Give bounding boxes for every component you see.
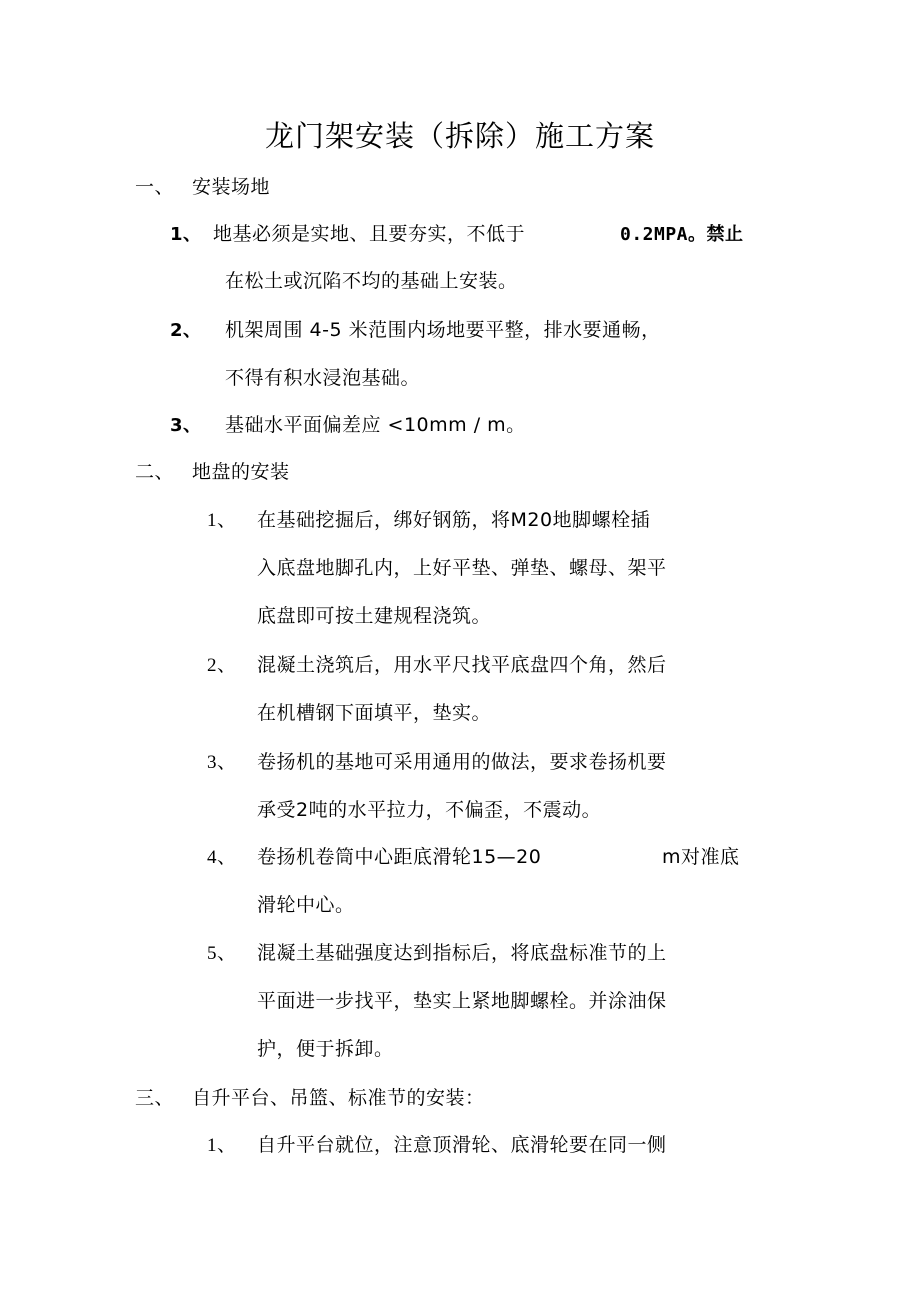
- item-1-2-text: 机架周围 4-5 米范围内场地要平整，排水要通畅，: [225, 319, 661, 341]
- item-2-1-marker: 1、: [207, 510, 237, 531]
- item-2-5-marker: 5、: [207, 943, 237, 964]
- item-1-3-text: 基础水平面偏差应 <10mm / m。: [225, 414, 526, 436]
- item-2-4-text-cont: 滑轮中心。: [257, 894, 355, 916]
- item-1-3-marker: 3、: [170, 415, 202, 436]
- item-2-3-text-cont: 承受2吨的水平拉力，不偏歪，不震动。: [257, 799, 602, 821]
- item-1-1-text-a: 地基必须是实地、且要夯实，不低于: [213, 223, 526, 245]
- section-1-marker: 一、: [135, 176, 175, 198]
- item-2-4-text-b: m对准底: [662, 846, 740, 868]
- item-2-5-text: 混凝土基础强度达到指标后，将底盘标准节的上: [257, 942, 667, 964]
- item-2-5-text-cont-1: 平面进一步找平，垫实上紧地脚螺栓。并涂油保: [257, 990, 667, 1012]
- item-1-2-marker: 2、: [170, 320, 202, 341]
- section-2-marker: 二、: [135, 461, 175, 483]
- item-2-2-text: 混凝土浇筑后，用水平尺找平底盘四个角，然后: [257, 654, 667, 676]
- item-2-3-marker: 3、: [207, 752, 237, 773]
- section-1-heading: 安装场地: [192, 176, 271, 198]
- item-2-2-marker: 2、: [207, 655, 237, 676]
- item-2-1-text-cont-1: 入底盘地脚孔内，上好平垫、弹垫、螺母、架平: [257, 557, 667, 579]
- item-2-4-marker: 4、: [207, 847, 237, 868]
- section-3-heading: 自升平台、吊篮、标准节的安装：: [192, 1087, 485, 1109]
- section-2-heading: 地盘的安装: [192, 461, 290, 483]
- item-3-1-text: 自升平台就位，注意顶滑轮、底滑轮要在同一侧: [257, 1134, 667, 1156]
- item-1-2-text-cont: 不得有积水浸泡基础。: [225, 367, 421, 389]
- item-2-1-text: 在基础挖掘后，绑好钢筋，将M20地脚螺栓插: [257, 509, 651, 531]
- item-2-3-text: 卷扬机的基地可采用通用的做法，要求卷扬机要: [257, 751, 667, 773]
- item-2-4-text-a: 卷扬机卷筒中心距底滑轮15—20: [257, 846, 542, 868]
- item-1-1-text-cont: 在松土或沉陷不均的基础上安装。: [225, 270, 518, 292]
- item-2-5-text-cont-2: 护，便于拆卸。: [257, 1038, 394, 1060]
- item-2-2-text-cont: 在机槽钢下面填平，垫实。: [257, 702, 492, 724]
- item-3-1-marker: 1、: [207, 1135, 237, 1156]
- item-2-1-text-cont-2: 底盘即可按土建规程浇筑。: [257, 605, 492, 627]
- section-3-marker: 三、: [135, 1087, 175, 1109]
- item-1-1-text-b: 0.2MPA。禁止: [620, 224, 744, 245]
- item-1-1-marker: 1、: [170, 224, 202, 245]
- document-title: 龙门架安装（拆除）施工方案: [264, 119, 655, 153]
